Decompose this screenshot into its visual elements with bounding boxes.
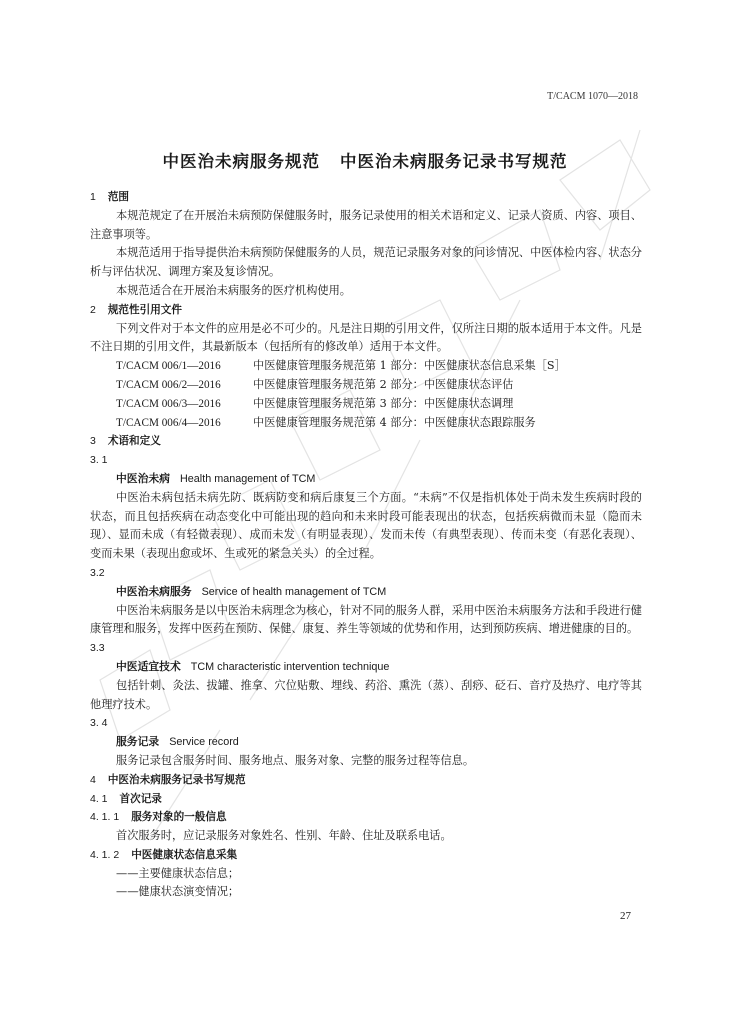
subsection-heading: 4. 1 首次记录 <box>90 792 162 805</box>
section-heading: 4 中医治未病服务记录书写规范 <box>90 773 246 786</box>
reference-item: T/CACM 006/3—2016 中医健康管理服务规范第 3 部分：中医健康状态调理 <box>116 396 514 410</box>
term-heading: 服务记录 Service record <box>116 735 239 749</box>
term-definition: 中医治未病包括未病先防、既病防变和病后康复三个方面。“未病”不仅是指机体处于尚未发生疾病时段的状态，而且包括疾病在动态变化中可能出现的趋向和未来时段可能表现出的状态，包括疾病微而未显（隐而未现）、显而未成（有轻微表现）、成而未发（有明显表现）、发而未传（有典型表现）、传而未变（有恶化表现）、变而未果（表现出愈或坏、生或死的紧急关头）的全过程。 <box>90 490 642 561</box>
term-heading: 中医治未病 Health management of TCM <box>116 471 316 485</box>
list-item: ——主要健康状态信息； <box>116 866 240 880</box>
document-title <box>0 148 730 172</box>
reference-item: T/CACM 006/1—2016 中医健康管理服务规范第 1 部分：中医健康状态信息采集［S］ <box>116 359 566 373</box>
section-heading: 3 术语和定义 <box>90 435 161 448</box>
document-body <box>90 188 642 902</box>
page-number: 27 <box>620 910 631 922</box>
term-heading: 中医治未病服务 Service of health management of TCM <box>116 584 387 598</box>
term-definition: 包括针刺、灸法、拔罐、推拿、穴位贴敷、埋线、药浴、熏洗（蒸）、刮痧、砭石、音疗及热疗、电疗等其他理疗技术。 <box>90 678 642 711</box>
paragraph: 本规范适用于指导提供治未病预防保健服务的人员，规范记录服务对象的问诊情况、中医体检内容、状态分析与评估状况、调理方案及复诊情况。 <box>90 246 642 279</box>
paragraph: 本规范适合在开展治未病服务的医疗机构使用。 <box>116 283 351 297</box>
section-heading: 1 范围 <box>90 191 130 203</box>
term-number: 3.3 <box>90 642 105 655</box>
subsection-heading: 4. 1. 2 中医健康状态信息采集 <box>90 848 238 861</box>
title-part-2: 中医治未病服务记录书写规范 <box>340 152 568 171</box>
term-definition: 中医治未病服务是以中医治未病理念为核心，针对不同的服务人群，采用中医治未病服务方法和手段进行健康管理和服务，发挥中医药在预防、保健、康复、养生等领域的优势和作用，达到预防疾病、增进健康的目的。 <box>90 603 642 636</box>
term-heading: 中医适宜技术 TCM characteristic intervention technique <box>116 659 390 673</box>
list-item: ——健康状态演变情况； <box>116 885 240 899</box>
subsection-heading: 4. 1. 1 服务对象的一般信息 <box>90 811 227 824</box>
section-heading: 2 规范性引用文件 <box>90 303 182 316</box>
term-number: 3.2 <box>90 566 105 579</box>
reference-item: T/CACM 006/4—2016 中医健康管理服务规范第 4 部分：中医健康状态跟踪服务 <box>116 415 536 429</box>
paragraph: 首次服务时，应记录服务对象姓名、性别、年龄、住址及联系电话。 <box>116 829 452 843</box>
paragraph: 本规范规定了在开展治未病预防保健服务时，服务记录使用的相关术语和定义、记录人资质、内容、项目、注意事项等。 <box>90 208 642 241</box>
term-number: 3. 4 <box>90 717 108 730</box>
term-definition: 服务记录包含服务时间、服务地点、服务对象、完整的服务过程等信息。 <box>116 753 475 767</box>
term-number: 3. 1 <box>90 454 108 467</box>
standard-code: T/CACM 1070—2018 <box>547 91 638 102</box>
reference-item: T/CACM 006/2—2016 中医健康管理服务规范第 2 部分：中医健康状态评估 <box>116 377 514 391</box>
paragraph: 下列文件对于本文件的应用是必不可少的。凡是注日期的引用文件，仅所注日期的版本适用于本文件。凡是不注日期的引用文件，其最新版本（包括所有的修改单）适用于本文件。 <box>90 321 642 354</box>
title-part-1: 中医治未病服务规范 <box>162 152 320 171</box>
